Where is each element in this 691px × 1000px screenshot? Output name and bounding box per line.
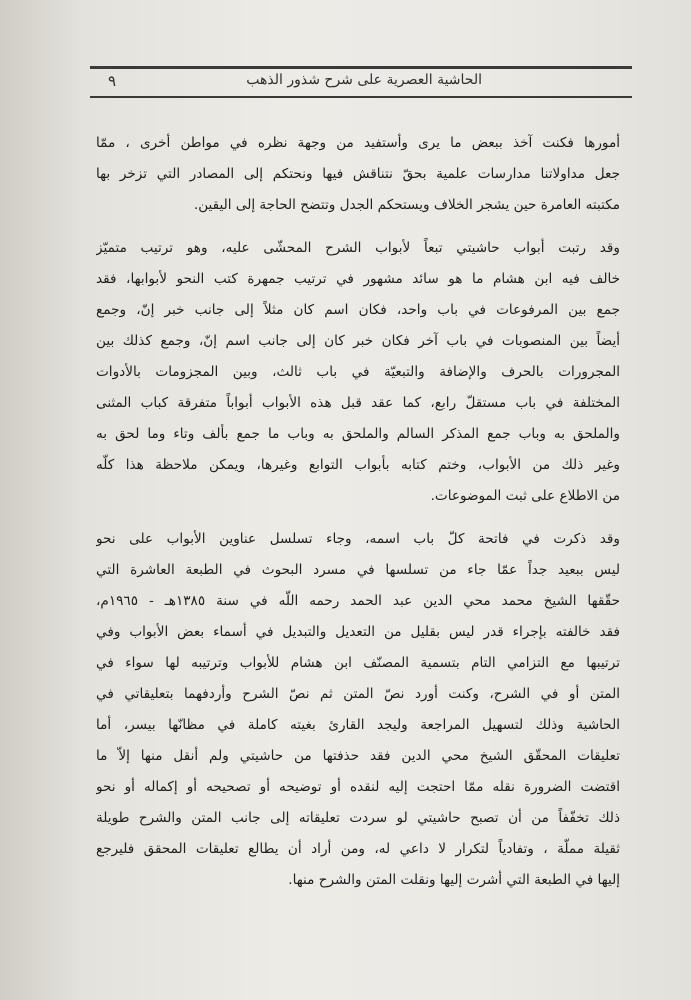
text-line: وقد رتبت أبواب حاشيتي تبعاً لأبواب الشرح المحشّى عليه، وهو ترتيب متميّز — [96, 240, 620, 256]
text-line: أمورها فكنت آخذ ببعض ما يرى وأستفيد من وجهة نظره في مواطن أخرى ، ممّا — [96, 135, 620, 151]
text-line: المتن أو في الشرح، وكنت أورد نصّ المتن ثم نصّ الشرح وأردفهما بتعليقاتي في — [96, 686, 620, 702]
text-line: حقّقها الشيخ محمد محي الدين عبد الحمد رحمه اللّه في سنة ١٣٨٥هـ - ١٩٦٥م، — [96, 593, 620, 609]
body-text — [96, 128, 620, 896]
running-title: الحاشية العصرية على شرح شذور الذهب — [246, 72, 482, 88]
page-header — [90, 66, 632, 98]
text-line: ثقيلة مملّة ، وتفادياً لتكرار لا داعي له، ومن أراد أن يطالع تعليقات المحقق فليرجع — [96, 841, 620, 857]
text-line: جعل مداولاتنا مدارسات علمية بحقّ نتناقش فيها ونحتكم إلى المصادر التي تزخر بها — [96, 166, 620, 182]
text-line: المختلفة في باب مستقلّ رابع، كما عقد قبل هذه الأبواب أبواباً متفرقة كباب المثنى — [96, 395, 620, 411]
text-line: اقتضت الضرورة نقله ممّا احتجت إليه لنقده أو توضيحه أو تصحيحه أو إكماله أو نحو — [96, 779, 620, 795]
text-line: مكتبته العامرة حين يشجر الخلاف ويستحكم الجدل وتتضح الحاجة إلى اليقين. — [193, 197, 620, 213]
text-line: ترتيبها مع التزامي التام بتسمية المصنّف ابن هشام للأبواب وترتيبه لها سواء في — [96, 655, 620, 671]
header-bottom-rule — [90, 96, 632, 98]
text-line: ذلك تخفّفاً من أن تصبح حاشيتي لو سردت تعليقاته إلى جانب المتن والشرح طويلة — [96, 810, 620, 826]
text-line: ليس ببعيد جداً عمّا جاء من تسلسها في مسرد البحوث في الطبعة العاشرة التي — [96, 562, 620, 578]
header-top-rule — [90, 66, 632, 69]
paragraph-3 — [96, 524, 620, 896]
paragraph-1 — [96, 128, 620, 221]
text-line: وغير ذلك من الأبواب، وختم كتابه بأبواب التوابع وغيرها، ويمكن ملاحظة هذا كلّه — [96, 457, 620, 473]
text-line: جمع بين المرفوعات في باب واحد، فكان اسم كان مثلاً إلى جانب خبر إنّ، وجمع — [96, 302, 620, 318]
text-line: المجرورات بالحرف والإضافة والتبعيّة في باب ثالث، وبين المجزومات بالأدوات — [96, 364, 620, 380]
paragraph-2 — [96, 233, 620, 512]
text-line: الحاشية وذلك لتسهيل المراجعة وليجد القارئ بغيته كاملة في مظانّها بيسر، أما — [96, 717, 620, 733]
text-line: إليها في الطبعة التي أشرت إليها ونقلت المتن والشرح منها. — [288, 872, 620, 888]
text-line: أيضاً بين المنصوبات في باب آخر فكان خبر كان إلى جانب اسم إنّ، وجمع كذلك بين — [96, 333, 620, 349]
page-number: ٩ — [108, 72, 117, 90]
text-line: خالف فيه ابن هشام ما هو سائد مشهور في ترتيب جمهرة كتب النحو لأبوابها، فقد — [96, 271, 620, 287]
text-line: من الاطلاع على ثبت الموضوعات. — [430, 488, 620, 504]
text-line: فقد خالفته بإجراء قدر ليس بقليل من التعديل والتبديل في أسماء بعض الأبواب وفي — [96, 624, 620, 640]
text-line: وقد ذكرت في فاتحة كلّ باب اسمه، وجاء تسلسل عناوين الأبواب على نحو — [96, 531, 620, 547]
text-line: والملحق به وباب جمع المذكر السالم والملحق به وباب ما جمع بألف وتاء وما لحق به — [96, 426, 620, 442]
text-line: تعليقات المحقّق الشيخ محي الدين فقد حذفتها من حاشيتي ولم أنقل منها إلاّ ما — [96, 748, 620, 764]
